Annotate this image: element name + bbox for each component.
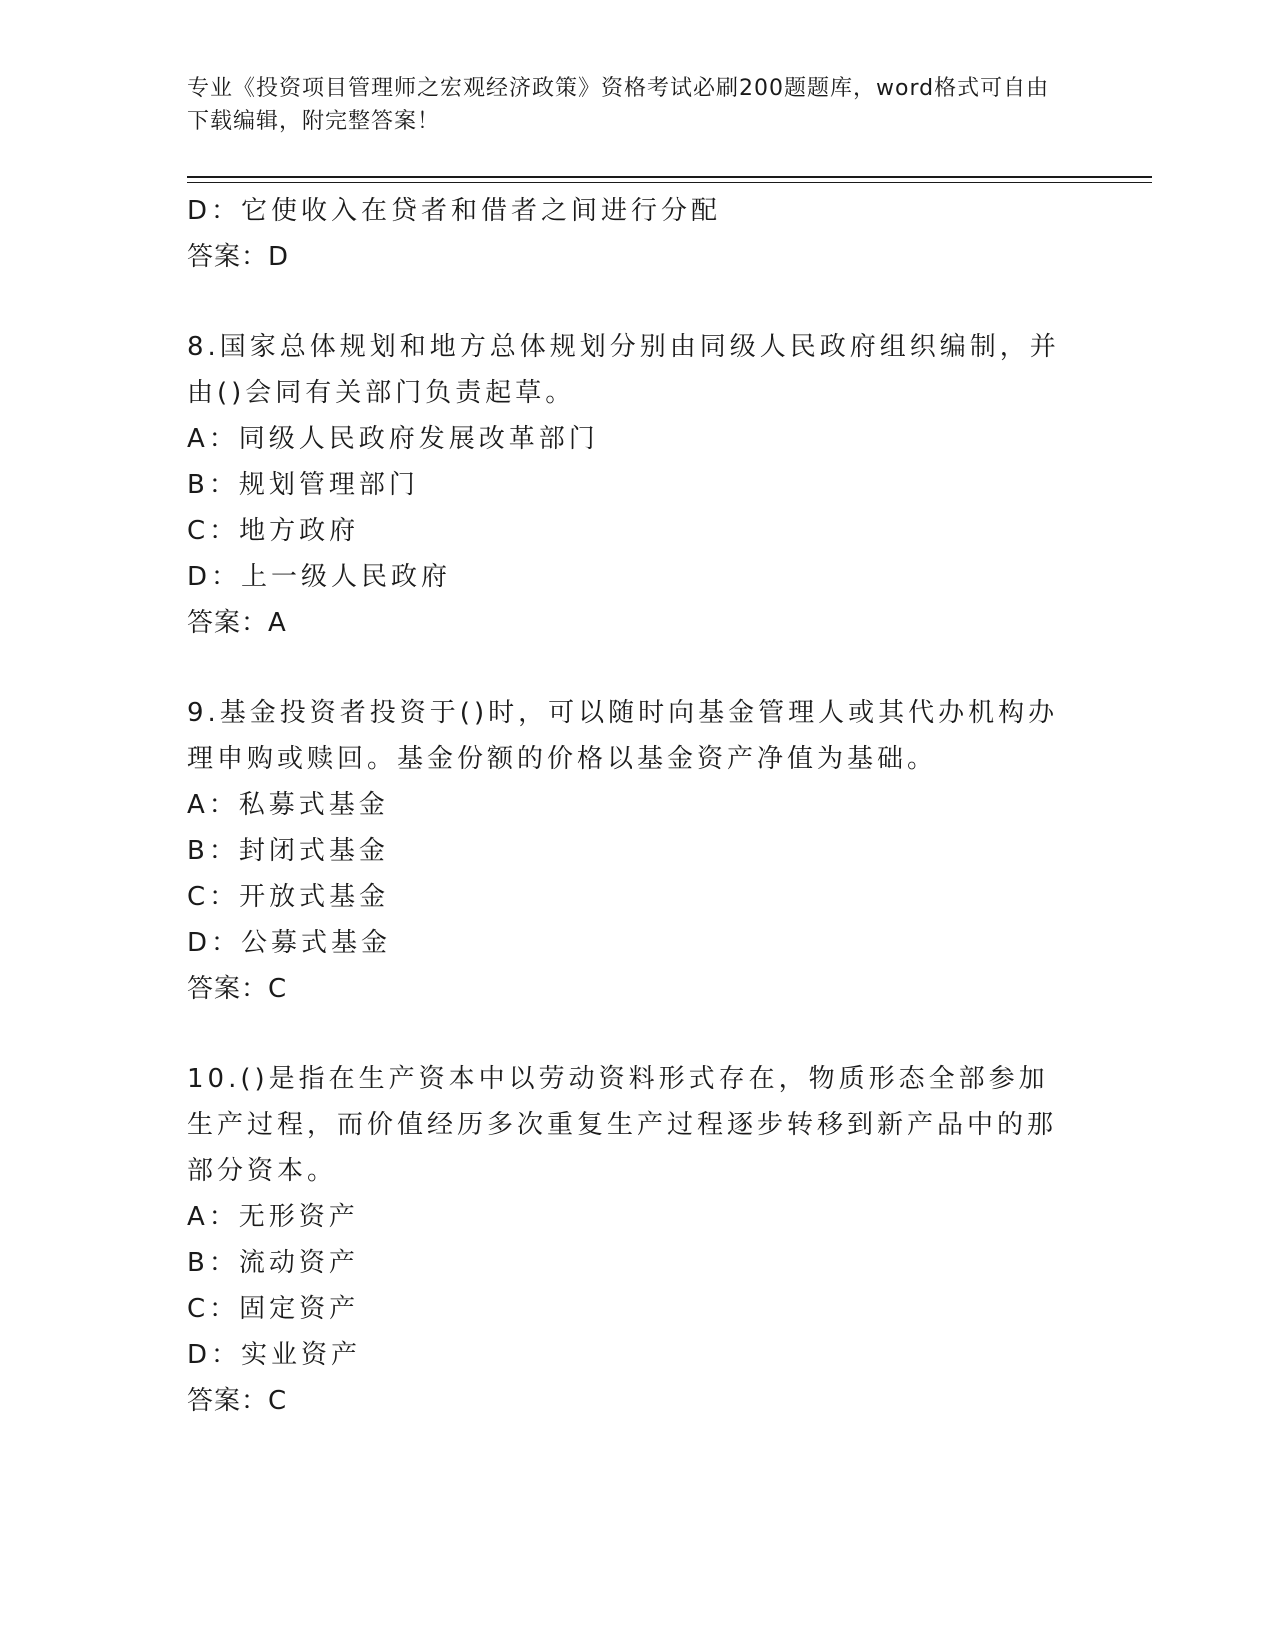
question-9: [187, 690, 1067, 1012]
option-b: B：规划管理部门: [187, 470, 419, 500]
option-b: B：流动资产: [187, 1248, 359, 1278]
option-d: D：实业资产: [187, 1340, 362, 1370]
answer-line: 答案：D: [187, 242, 290, 272]
answer-line: 答案：A: [187, 608, 287, 638]
option-c: C：固定资产: [187, 1294, 360, 1324]
option-b: B：封闭式基金: [187, 836, 389, 866]
option-a: A：无形资产: [187, 1202, 359, 1232]
answer-line: 答案：C: [187, 1386, 288, 1416]
option-d: D：它使收入在贷者和借者之间进行分配: [187, 196, 722, 226]
option-d: D：上一级人民政府: [187, 562, 452, 592]
question-stem: 8.国家总体规划和地方总体规划分别由同级人民政府组织编制，并由()会同有关部门负责起草。: [187, 332, 1060, 408]
option-a: A：私募式基金: [187, 790, 389, 820]
question-stem: 10.()是指在生产资本中以劳动资料形式存在，物质形态全部参加生产过程，而价值经历多次重复生产过程逐步转移到新产品中的那部分资本。: [187, 1064, 1058, 1186]
partial-question-7: [187, 188, 1067, 280]
question-8: [187, 324, 1067, 646]
answer-line: 答案：C: [187, 974, 288, 1004]
option-c: C：开放式基金: [187, 882, 390, 912]
question-stem: 9.基金投资者投资于()时，可以随时向基金管理人或其代办机构办理申购或赎回。基金份额的价格以基金资产净值为基础。: [187, 698, 1059, 774]
header-divider-thick: [187, 176, 1152, 178]
question-list: [187, 188, 1067, 1424]
option-d: D：公募式基金: [187, 928, 392, 958]
option-a: A：同级人民政府发展改革部门: [187, 424, 599, 454]
header-divider-thin: [187, 182, 1152, 183]
question-10: [187, 1056, 1067, 1424]
document-header: 专业《投资项目管理师之宏观经济政策》资格考试必刷200题题库，word格式可自由下载编辑，附完整答案！: [187, 76, 1050, 134]
option-c: C：地方政府: [187, 516, 360, 546]
